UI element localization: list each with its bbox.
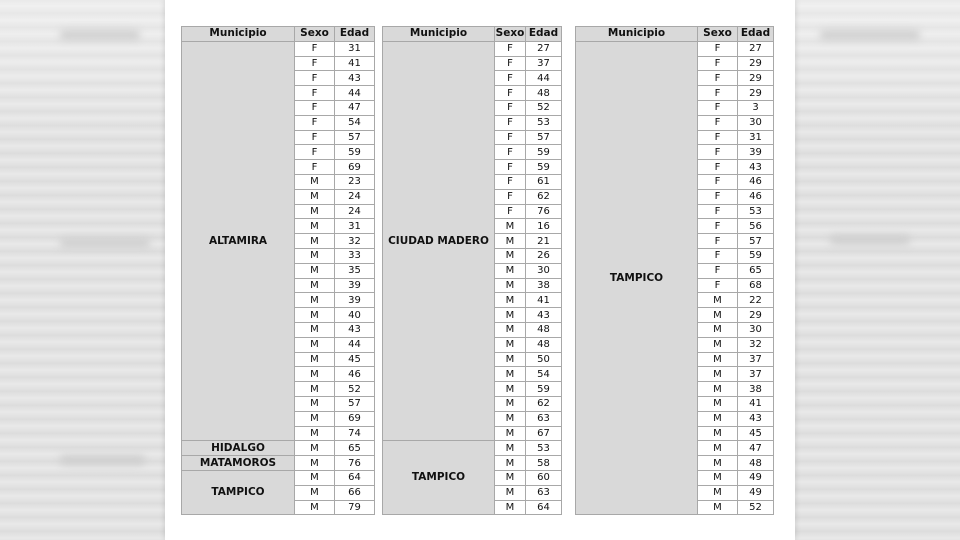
edad-cell: 41	[335, 56, 375, 71]
edad-cell: 61	[526, 174, 562, 189]
edad-cell: 48	[526, 86, 562, 101]
edad-cell: 37	[738, 367, 774, 382]
edad-cell: 27	[526, 41, 562, 56]
edad-cell: 31	[335, 41, 375, 56]
edad-cell: 22	[738, 293, 774, 308]
edad-cell: 56	[738, 219, 774, 234]
edad-cell: 40	[335, 308, 375, 323]
edad-cell: 53	[526, 115, 562, 130]
edad-cell: 30	[738, 322, 774, 337]
sexo-cell: M	[295, 204, 335, 219]
edad-cell: 50	[526, 352, 562, 367]
sexo-cell: M	[495, 234, 526, 249]
sexo-cell: F	[495, 130, 526, 145]
edad-cell: 39	[738, 145, 774, 160]
edad-cell: 47	[738, 441, 774, 456]
sexo-cell: F	[698, 115, 738, 130]
edad-cell: 27	[738, 41, 774, 56]
edad-cell: 59	[526, 145, 562, 160]
edad-cell: 29	[738, 86, 774, 101]
sexo-cell: M	[698, 456, 738, 471]
edad-cell: 23	[335, 174, 375, 189]
table-header-row	[383, 27, 562, 42]
edad-cell: 49	[738, 470, 774, 485]
edad-cell: 59	[335, 145, 375, 160]
municipio-cell: MATAMOROS	[182, 456, 295, 471]
edad-cell: 62	[526, 396, 562, 411]
sexo-cell: F	[495, 100, 526, 115]
sexo-cell: M	[698, 500, 738, 515]
table-row	[182, 470, 375, 485]
sexo-cell: M	[295, 367, 335, 382]
edad-cell: 47	[335, 100, 375, 115]
edad-cell: 35	[335, 263, 375, 278]
blur-stripe	[820, 30, 920, 40]
sexo-cell: M	[698, 382, 738, 397]
edad-cell: 37	[738, 352, 774, 367]
edad-cell: 29	[738, 56, 774, 71]
header-municipio: Municipio	[576, 27, 698, 42]
sexo-cell: M	[698, 337, 738, 352]
sexo-cell: F	[295, 145, 335, 160]
sexo-cell: M	[295, 248, 335, 263]
table-header-row	[576, 27, 774, 42]
sexo-cell: F	[295, 130, 335, 145]
table-row	[383, 441, 562, 456]
sexo-cell: M	[495, 352, 526, 367]
edad-cell: 74	[335, 426, 375, 441]
edad-cell: 44	[335, 337, 375, 352]
edad-cell: 52	[738, 500, 774, 515]
sexo-cell: F	[698, 234, 738, 249]
edad-cell: 69	[335, 411, 375, 426]
edad-cell: 26	[526, 248, 562, 263]
edad-cell: 54	[526, 367, 562, 382]
sexo-cell: M	[495, 308, 526, 323]
blur-stripe	[60, 455, 145, 465]
sexo-cell: F	[698, 41, 738, 56]
sexo-cell: F	[698, 189, 738, 204]
edad-cell: 52	[335, 382, 375, 397]
edad-cell: 31	[738, 130, 774, 145]
edad-cell: 64	[335, 470, 375, 485]
edad-cell: 49	[738, 485, 774, 500]
sexo-cell: M	[495, 322, 526, 337]
sexo-cell: M	[495, 485, 526, 500]
edad-cell: 38	[526, 278, 562, 293]
sexo-cell: M	[698, 485, 738, 500]
sexo-cell: M	[495, 456, 526, 471]
edad-cell: 39	[335, 278, 375, 293]
data-table-2	[382, 26, 562, 515]
sexo-cell: M	[295, 500, 335, 515]
edad-cell: 66	[335, 485, 375, 500]
sexo-cell: M	[295, 263, 335, 278]
edad-cell: 29	[738, 71, 774, 86]
edad-cell: 44	[335, 86, 375, 101]
sexo-cell: M	[698, 426, 738, 441]
sexo-cell: M	[295, 456, 335, 471]
edad-cell: 57	[738, 234, 774, 249]
sexo-cell: M	[295, 441, 335, 456]
sexo-cell: M	[698, 308, 738, 323]
edad-cell: 60	[526, 470, 562, 485]
blur-stripe	[830, 235, 910, 245]
sexo-cell: M	[495, 411, 526, 426]
sexo-cell: M	[495, 293, 526, 308]
sexo-cell: M	[495, 500, 526, 515]
edad-cell: 59	[526, 160, 562, 175]
sexo-cell: F	[295, 41, 335, 56]
sexo-cell: F	[495, 174, 526, 189]
sexo-cell: M	[495, 441, 526, 456]
municipio-cell: HIDALGO	[182, 441, 295, 456]
header-sexo: Sexo	[495, 27, 525, 40]
header-edad: Edad	[738, 27, 774, 42]
edad-cell: 46	[738, 174, 774, 189]
sexo-cell: M	[295, 337, 335, 352]
sexo-cell: M	[295, 234, 335, 249]
edad-cell: 43	[526, 308, 562, 323]
edad-cell: 48	[738, 456, 774, 471]
sexo-cell: F	[698, 248, 738, 263]
sexo-cell: M	[295, 396, 335, 411]
sexo-cell: F	[698, 160, 738, 175]
sexo-cell: F	[698, 204, 738, 219]
sexo-cell: M	[495, 396, 526, 411]
edad-cell: 57	[526, 130, 562, 145]
edad-cell: 76	[526, 204, 562, 219]
sexo-cell: F	[495, 41, 526, 56]
municipio-cell: CIUDAD MADERO	[383, 41, 495, 441]
edad-cell: 63	[526, 485, 562, 500]
sexo-cell: M	[698, 396, 738, 411]
table-row	[576, 41, 774, 56]
document-page	[165, 0, 795, 540]
sexo-cell: F	[295, 100, 335, 115]
sexo-cell: F	[495, 86, 526, 101]
edad-cell: 46	[738, 189, 774, 204]
sexo-cell: F	[295, 86, 335, 101]
municipio-cell: TAMPICO	[182, 470, 295, 514]
blur-stripe	[60, 238, 150, 248]
table-header-row	[182, 27, 375, 42]
edad-cell: 54	[335, 115, 375, 130]
sexo-cell: F	[698, 56, 738, 71]
header-sexo: Sexo	[698, 27, 738, 42]
edad-cell: 52	[526, 100, 562, 115]
edad-cell: 45	[738, 426, 774, 441]
table-row	[182, 441, 375, 456]
edad-cell: 43	[335, 322, 375, 337]
sexo-cell: F	[295, 71, 335, 86]
edad-cell: 53	[526, 441, 562, 456]
sexo-cell: F	[698, 219, 738, 234]
sexo-cell: F	[698, 100, 738, 115]
sexo-cell: M	[495, 470, 526, 485]
sexo-cell: M	[495, 248, 526, 263]
edad-cell: 62	[526, 189, 562, 204]
sexo-cell: F	[495, 115, 526, 130]
sexo-cell: F	[495, 160, 526, 175]
sexo-cell: F	[295, 160, 335, 175]
edad-cell: 38	[738, 382, 774, 397]
edad-cell: 58	[526, 456, 562, 471]
sexo-cell: F	[698, 86, 738, 101]
sexo-cell: M	[295, 382, 335, 397]
sexo-cell: F	[698, 130, 738, 145]
sexo-cell: F	[495, 204, 526, 219]
edad-cell: 24	[335, 189, 375, 204]
sexo-cell: M	[295, 426, 335, 441]
header-municipio: Municipio	[182, 27, 295, 42]
sexo-cell: M	[698, 352, 738, 367]
edad-cell: 59	[526, 382, 562, 397]
edad-cell: 79	[335, 500, 375, 515]
edad-cell: 53	[738, 204, 774, 219]
sexo-cell: M	[698, 470, 738, 485]
municipio-cell: TAMPICO	[383, 441, 495, 515]
municipio-cell: ALTAMIRA	[182, 41, 295, 441]
sexo-cell: M	[295, 293, 335, 308]
edad-cell: 43	[335, 71, 375, 86]
edad-cell: 43	[738, 160, 774, 175]
sexo-cell: M	[295, 174, 335, 189]
sexo-cell: M	[295, 278, 335, 293]
edad-cell: 24	[335, 204, 375, 219]
table-row	[182, 41, 375, 56]
sexo-cell: F	[295, 115, 335, 130]
edad-cell: 3	[738, 100, 774, 115]
sexo-cell: M	[295, 411, 335, 426]
edad-cell: 68	[738, 278, 774, 293]
sexo-cell: F	[495, 189, 526, 204]
sexo-cell: M	[295, 322, 335, 337]
table-row	[182, 456, 375, 471]
data-table-3	[575, 26, 774, 515]
edad-cell: 29	[738, 308, 774, 323]
edad-cell: 64	[526, 500, 562, 515]
edad-cell: 65	[738, 263, 774, 278]
sexo-cell: M	[295, 189, 335, 204]
edad-cell: 30	[526, 263, 562, 278]
header-edad: Edad	[526, 27, 562, 42]
sexo-cell: F	[698, 71, 738, 86]
edad-cell: 21	[526, 234, 562, 249]
sexo-cell: M	[698, 322, 738, 337]
sexo-cell: F	[495, 145, 526, 160]
header-sexo: Sexo	[295, 27, 335, 42]
sexo-cell: M	[495, 278, 526, 293]
sexo-cell: M	[495, 219, 526, 234]
sexo-cell: M	[495, 382, 526, 397]
sexo-cell: F	[698, 145, 738, 160]
edad-cell: 63	[526, 411, 562, 426]
edad-cell: 76	[335, 456, 375, 471]
edad-cell: 67	[526, 426, 562, 441]
sexo-cell: F	[698, 174, 738, 189]
edad-cell: 57	[335, 396, 375, 411]
sexo-cell: M	[295, 470, 335, 485]
blur-stripe	[60, 30, 140, 40]
edad-cell: 16	[526, 219, 562, 234]
sexo-cell: F	[698, 263, 738, 278]
edad-cell: 30	[738, 115, 774, 130]
header-edad: Edad	[335, 27, 375, 42]
table-row	[383, 41, 562, 56]
edad-cell: 41	[738, 396, 774, 411]
edad-cell: 69	[335, 160, 375, 175]
data-table-1	[181, 26, 375, 515]
edad-cell: 65	[335, 441, 375, 456]
edad-cell: 57	[335, 130, 375, 145]
sexo-cell: M	[295, 308, 335, 323]
sexo-cell: F	[495, 56, 526, 71]
edad-cell: 43	[738, 411, 774, 426]
sexo-cell: M	[295, 485, 335, 500]
sexo-cell: F	[295, 56, 335, 71]
edad-cell: 33	[335, 248, 375, 263]
edad-cell: 41	[526, 293, 562, 308]
edad-cell: 48	[526, 337, 562, 352]
edad-cell: 31	[335, 219, 375, 234]
sexo-cell: M	[495, 426, 526, 441]
edad-cell: 44	[526, 71, 562, 86]
edad-cell: 59	[738, 248, 774, 263]
sexo-cell: M	[495, 367, 526, 382]
edad-cell: 37	[526, 56, 562, 71]
edad-cell: 48	[526, 322, 562, 337]
sexo-cell: M	[295, 219, 335, 234]
sexo-cell: M	[698, 441, 738, 456]
edad-cell: 32	[738, 337, 774, 352]
sexo-cell: M	[698, 367, 738, 382]
sexo-cell: M	[495, 263, 526, 278]
sexo-cell: M	[495, 337, 526, 352]
sexo-cell: F	[495, 71, 526, 86]
edad-cell: 32	[335, 234, 375, 249]
edad-cell: 46	[335, 367, 375, 382]
sexo-cell: M	[698, 411, 738, 426]
sexo-cell: M	[698, 293, 738, 308]
sexo-cell: F	[698, 278, 738, 293]
edad-cell: 39	[335, 293, 375, 308]
edad-cell: 45	[335, 352, 375, 367]
sexo-cell: M	[295, 352, 335, 367]
header-municipio: Municipio	[383, 27, 495, 42]
municipio-cell: TAMPICO	[576, 41, 698, 515]
